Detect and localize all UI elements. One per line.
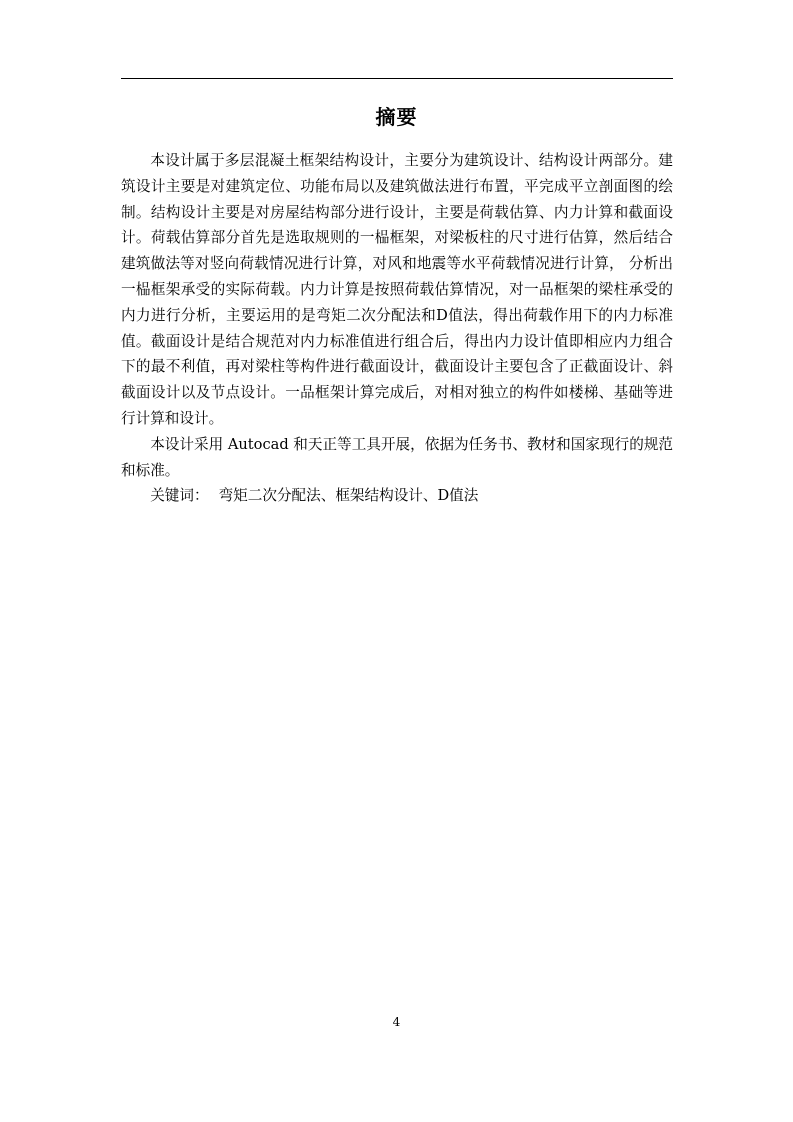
keywords-text: 弯矩二次分配法、框架结构设计、D值法 <box>218 487 479 505</box>
abstract-paragraph: 本设计属于多层混凝土框架结构设计，主要分为建筑设计、结构设计两部分。建筑设计主要是对建筑定位、功能布局以及建筑做法进行布置，平完成平立剖面图的绘制。结构设计主要是对房屋结构部分进行设计，主要是荷载估算、内力计算和截面设计。荷载估算部分首先是选取规则的一榀框架，对梁板柱的尺寸进行估算，然后结合建筑做法等对竖向荷载情况进行计算，对风和地震等水平荷载情况进行计算， 分析出一榀框架承受的实际荷载。内力计算是按照荷载估算情况，对一品框架的梁柱承受的内力进行分析，主要运用的是弯矩二次分配法和D值法，得出荷载作用下的内力标准值。截面设计是结合规范对内力标准值进行组合后，得出内力设计值即相应内力组合下的最不利值，再对梁柱等构件进行截面设计，截面设计主要包含了正截面设计、斜截面设计以及节点设计。一品框架计算完成后，对相对独立的构件如楼梯、基础等进行计算和设计。 <box>121 152 673 427</box>
page-number: 4 <box>392 1015 401 1029</box>
abstract-body <box>121 148 673 509</box>
abstract-title: 摘要 <box>375 105 418 129</box>
header-rule <box>121 78 673 79</box>
keywords-line <box>121 483 673 509</box>
abstract-paragraph: 本设计采用 Autocad 和天正等工具开展，依据为任务书、教材和国家现行的规范和标准。 <box>121 435 673 479</box>
keywords-label: 关键词： <box>150 487 209 505</box>
